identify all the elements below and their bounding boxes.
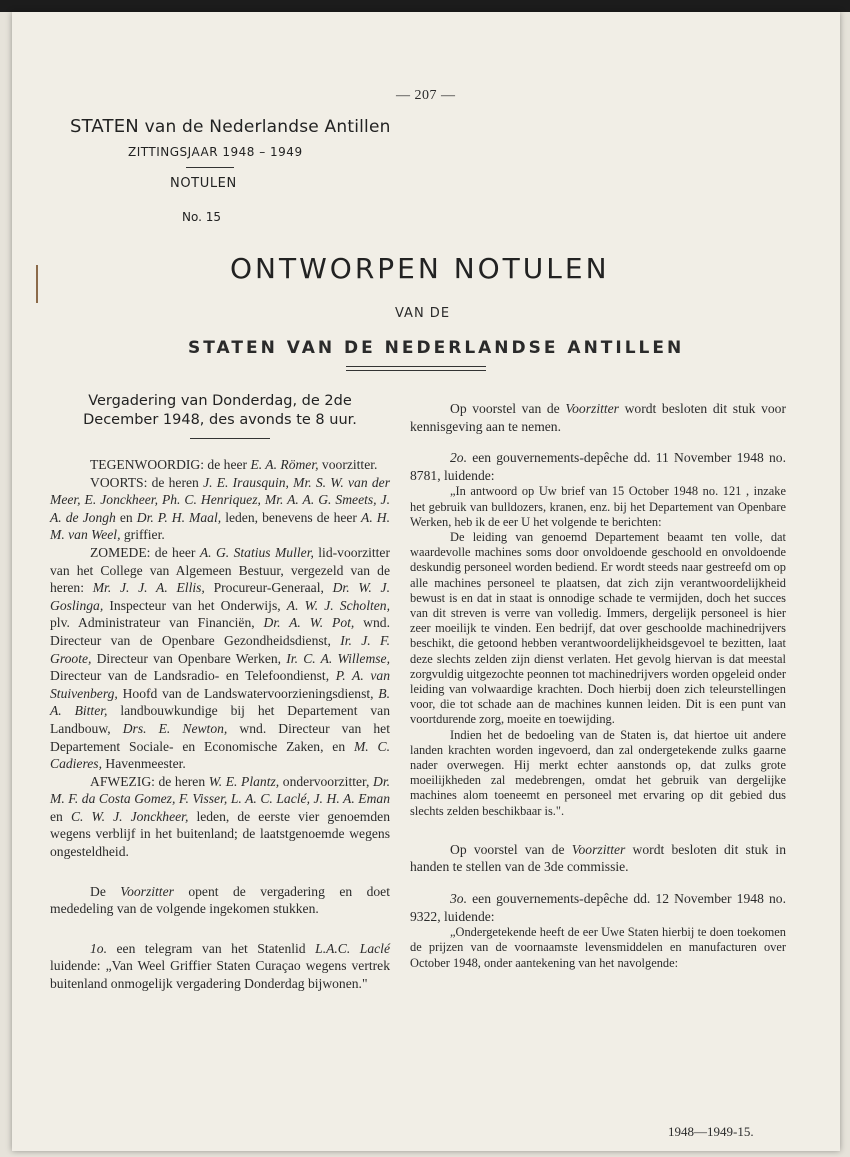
quote-4-paragraph: „Ondergetekende heeft de eer Uwe Staten hierbij te doen toekomen de prijzen van de voornaamste levensmiddelen en manufacturen over October 1948, onder aantekening van het navolgende: bbox=[410, 925, 786, 970]
quote-3-paragraph: Indien het de bedoeling van de Staten is, dat hiertoe uit andere landen krachten worden ingevoerd, dan zal ondergetekende zulks gaarne nader overwegen. Hij merkt echter aanstonds op, dat zulks grote moeilijkheden zal medebrengen, omdat het gebruik van dergelijke machines alom toeneemt en personeel met ervaring op dit gebied dus slechts zelden beschikbaar is.". bbox=[410, 727, 786, 818]
meeting-divider bbox=[190, 438, 270, 439]
decision-2-paragraph: Op voorstel van de Voorzitter wordt besloten dit stuk in handen te stellen van de 3de commissie. bbox=[410, 841, 786, 875]
header-title-caps: STATEN bbox=[70, 116, 139, 137]
header-divider bbox=[186, 167, 234, 168]
quote-1-paragraph: „In antwoord op Uw brief van 15 October 1948 no. 121 , inzake het gebruik van bulldozers, kranen, enz. bij het Departement van Openbare Werken, heb ik de eer U het volgende te berichten: bbox=[410, 484, 786, 529]
right-column bbox=[410, 400, 786, 971]
left-column bbox=[50, 456, 390, 993]
top-dark-border bbox=[0, 0, 850, 12]
title-underline bbox=[346, 366, 486, 367]
meeting-heading: Vergadering van Donderdag, de 2de December 1948, des avonds te 8 uur. bbox=[83, 393, 357, 428]
main-title: ONTWORPEN NOTULEN bbox=[230, 252, 610, 285]
opening-paragraph: De Voorzitter opent de vergadering en doet mededeling van de volgende ingekomen stukken. bbox=[50, 883, 390, 917]
session-year: ZITTINGSJAAR 1948 – 1949 bbox=[128, 145, 303, 159]
quote-2-paragraph: De leiding van genoemd Departement beaamt ten volle, dat waardevolle machines soms door onvoldoende geschoold en onvoldoende deskundig personeel worden bediend. Er wordt steeds naar gestreefd om op alle machines personeel te plaatsen, dat zich zijn verantwoordelijkheid bewust is en dat in staat is onnodige schade te vermijden, doch het succes van dit streven is verre van volledig. Immers, dergelijk personeel is hier zeer moeilijk te vinden. Een bedrijf, dat over geschoolde machinedrijvers beschikt, die getoond hebben verantwoordelijkheidsgevoel te bezitten, laat deze slechts zelden zijn dienst verlaten. Het gevolg hiervan is dat meestal zorgvuldig uitgezochte peonnen tot machinedrijvers worden opgeleid onder leiding van volwaardige krachten. Doch hierbij doen zich teleurstellingen voor, die tot schade aan de machines kunnen leiden. Dit is een punt van voortdurende zorg, moeite en toewijding. bbox=[410, 529, 786, 727]
title-underline-2 bbox=[346, 370, 486, 371]
header-title-rest: van de Nederlandse Antillen bbox=[144, 117, 391, 137]
page-number: — 207 — bbox=[396, 88, 456, 103]
staten-title: STATEN VAN DE NEDERLANDSE ANTILLEN bbox=[188, 338, 685, 358]
footer-reference: 1948—1949-15. bbox=[668, 1124, 754, 1139]
header-title bbox=[70, 116, 391, 137]
decision-1-paragraph: Op voorstel van de Voorzitter wordt besloten dit stuk voor kennisgeving aan te nemen. bbox=[410, 401, 786, 434]
item-3-paragraph: 3o. een gouvernements-depêche dd. 12 November 1948 no. 9322, luidende: bbox=[410, 891, 786, 924]
margin-mark bbox=[36, 265, 38, 303]
afwezig-paragraph: AFWEZIG: de heren W. E. Plantz, ondervoorzitter, Dr. M. F. da Costa Gomez, F. Visser, L. A. C. Laclé, J. H. A. Eman en C. W. J. Jonckheer, leden, de eerste vier genoemden wegens verblijf in het buitenland; de laatstgenoemde wegens ongesteldheid. bbox=[50, 773, 390, 860]
voorts-paragraph: VOORTS: de heren J. E. Irausquin, Mr. S. W. van der Meer, E. Jonckheer, Ph. C. Henriquez, Mr. A. A. G. Smeets, J. A. de Jongh en Dr. P. H. Maal, leden, benevens de heer A. H. M. van Weel, griffier. bbox=[50, 474, 390, 543]
van-de-label: VAN DE bbox=[395, 306, 451, 321]
item-2-paragraph: 2o. een gouvernements-depêche dd. 11 November 1948 no. 8781, luidende: bbox=[410, 450, 786, 483]
issue-number: No. 15 bbox=[182, 210, 222, 224]
present-paragraph: TEGENWOORDIG: de heer E. A. Römer, voorzitter. bbox=[90, 457, 378, 472]
zomede-paragraph: ZOMEDE: de heer A. G. Statius Muller, lid-voorzitter van het College van Algemeen Bestuur, vergezeld van de heren: Mr. J. J. A. Ellis, Procureur-Generaal, Dr. W. J. Goslinga, Inspecteur van het Onderwijs, A. W. J. Scholten, plv. Administrateur van Financiën, Dr. A. W. Pot, wnd. Directeur van de Openbare Gezondheidsdienst, Ir. J. F. Groote, Directeur van Openbare Werken, Ir. C. A. Willemse, Directeur van de Landsradio- en Telefoondienst, P. A. van Stuivenberg, Hoofd van de Landswatervoorzieningsdienst, B. A. Bitter, landbouwkundige bij het Departement van Landbouw, Drs. E. Newton, wnd. Directeur van het Departement Sociale- en Economische Zaken, en M. C. Cadieres, Havenmeester. bbox=[50, 544, 391, 772]
notulen-label: NOTULEN bbox=[170, 176, 237, 191]
item-1-paragraph: 1o. een telegram van het Statenlid L.A.C. Laclé luidende: „Van Weel Griffier Staten Curaçao wegens vertrek buitenland onmogelijk vergadering Donderdag bijwonen." bbox=[50, 940, 390, 992]
